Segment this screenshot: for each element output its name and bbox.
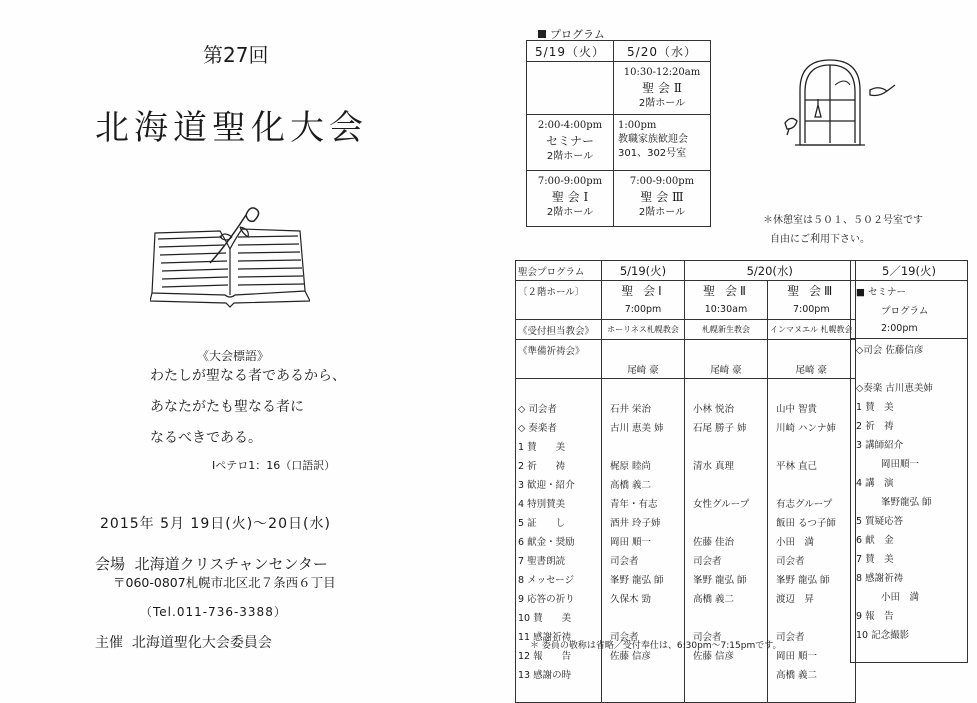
seminar-item: 3 講師紹介 (851, 434, 968, 453)
square-bullet-icon (538, 30, 546, 38)
program-item-person (602, 436, 685, 455)
venue (95, 553, 328, 574)
day1-evening-slot (527, 171, 614, 227)
session-time: 7:00pm (768, 300, 856, 320)
program-item-person: 高橋 義二 (602, 474, 685, 493)
day2-header: 5/20（水） (614, 41, 711, 62)
open-book-rose-illustration (150, 203, 310, 318)
program-item-person (685, 436, 768, 455)
program-item-person: 清水 真理 (685, 455, 768, 474)
prayer-leader: 尾崎 豪 (685, 359, 768, 379)
organizer (95, 632, 272, 652)
program-item-row (516, 417, 856, 436)
worship-program-table (515, 260, 856, 703)
program-item-person: 女性グループ (685, 493, 768, 512)
program-item-person: 梶原 睦尚 (602, 455, 685, 474)
program-item-person: 佐藤 信彦 (602, 645, 685, 664)
slot-name: 教職家族歓迎会 (618, 134, 688, 145)
program-item-label: ◇ 奏楽者 (516, 417, 602, 436)
seminar-item: 2 祈 祷 (851, 415, 968, 434)
motto-scripture-source: Iペテロ1：16（口語訳） (212, 459, 336, 472)
program-item-label: 11 感謝祈祷 (516, 626, 602, 645)
day1-header: 5/19（火） (527, 41, 614, 62)
venue-address: 〒060-0807札幌市北区北７条西６丁目 (113, 575, 336, 590)
organizer-label: 主催 (95, 635, 123, 651)
program-item-person: 司会者 (602, 550, 685, 569)
program-item-person (602, 607, 685, 626)
seminar-item: 5 質疑応答 (851, 510, 968, 529)
seminar-item: 峯野龍弘 師 (851, 491, 968, 510)
program-item-person: 山中 智貴 (768, 398, 856, 417)
program-item-row (516, 531, 856, 550)
program-item-person: 平林 直己 (768, 455, 856, 474)
program-item-row (516, 588, 856, 607)
event-date: 2015年 5月 19日(火)～20日(水) (100, 516, 331, 532)
seminar-title: ■ セミナー (851, 281, 968, 301)
program-item-row (516, 436, 856, 455)
slot-place: 2階ホール (546, 206, 594, 218)
program-item-row (516, 550, 856, 569)
program-item-row (516, 607, 856, 626)
program-item-label: 8 メッセージ (516, 569, 602, 588)
program-item-label: 7 聖書朗読 (516, 550, 602, 569)
program-item-person (685, 474, 768, 493)
seminar-item: 10 記念撮影 (851, 624, 968, 643)
seminar-item: 6 献 金 (851, 529, 968, 548)
prayer-leader: 尾崎 豪 (768, 359, 856, 379)
lounge-note: 自由にご利用下さい。 (770, 234, 870, 245)
program-item-row (516, 569, 856, 588)
program-item-person: 峯野 龍弘 師 (602, 569, 685, 588)
motto-line: なるべきである。 (150, 430, 262, 446)
seminar-item: 小田 満 (851, 586, 968, 605)
program-schedule-grid (526, 40, 711, 227)
program-item-label: ◇ 司会者 (516, 398, 602, 417)
session-name: 聖 会Ⅰ (602, 281, 685, 301)
program-item-person: 岡田 順一 (602, 531, 685, 550)
seminar-items (851, 339, 968, 644)
program-item-label: 13 感謝の時 (516, 664, 602, 683)
day2-afternoon-slot (614, 115, 711, 171)
program-item-person (768, 436, 856, 455)
reception-church: インマヌエル 札幌教会 (768, 320, 856, 340)
day1-morning-slot (527, 62, 614, 115)
seminar-subtitle: プログラム (851, 300, 968, 319)
program-item-row (516, 455, 856, 474)
program-item-label: 1 賛 美 (516, 436, 602, 455)
motto-heading: 《大会標語》 (197, 349, 270, 363)
program-item-person: 酒井 玲子姉 (602, 512, 685, 531)
venue-label: 会場 (95, 555, 126, 573)
program-item-person: 古川 恵美 姉 (602, 417, 685, 436)
program-item-label: 5 証 し (516, 512, 602, 531)
edition-number: 第27回 (203, 43, 269, 67)
seminar-item: 9 報 告 (851, 605, 968, 624)
slot-time: 1:00pm (618, 120, 657, 131)
motto-line: あなたがたも聖なる者に (150, 399, 304, 415)
date-header-1: 5/19(火) (602, 261, 685, 281)
venue-telephone: （Tel.011-736-3388） (140, 605, 287, 619)
slot-time: 7:00-9:00pm (629, 176, 695, 187)
program-item-person: 石尾 勝子 姉 (685, 417, 768, 436)
program-item-label: 12 報 告 (516, 645, 602, 664)
slot-name: セミナー (545, 134, 594, 148)
organizer-name: 北海道聖化大会委員会 (131, 635, 272, 651)
seminar-program-table (850, 260, 968, 663)
slot-time: 7:00-9:00pm (537, 176, 603, 187)
program-item-person: 司会者 (685, 550, 768, 569)
seminar-item: 4 講 演 (851, 472, 968, 491)
program-item-person: 高橋 義二 (685, 588, 768, 607)
program-item-person: 久保木 勁 (602, 588, 685, 607)
motto-line: わたしが聖なる者であるから、 (150, 368, 346, 384)
prayer-leader: 尾崎 豪 (602, 359, 685, 379)
day1-afternoon-slot (527, 115, 614, 171)
venue-name: 北海道クリスチャンセンター (134, 555, 328, 573)
seminar-item: ◇司会 佐藤信彦 (851, 339, 968, 359)
program-item-row (516, 664, 856, 683)
label-program: 聖会プログラム (516, 261, 602, 281)
program-item-person: 小林 悦治 (685, 398, 768, 417)
program-item-row (516, 512, 856, 531)
session-name: 聖 会Ⅱ (685, 281, 768, 301)
program-item-person: 渡辺 昇 (768, 588, 856, 607)
day2-evening-slot (614, 171, 711, 227)
slot-name: 聖 会 Ⅱ (642, 81, 682, 95)
seminar-time: 2:00pm (851, 319, 968, 339)
program-item-person (768, 474, 856, 493)
day2-morning-slot (614, 62, 711, 115)
label-hall: 〔２階ホール〕 (516, 281, 602, 301)
program-item-person (685, 607, 768, 626)
slot-place: 301、302号室 (618, 148, 687, 159)
seminar-item: 8 感謝祈祷 (851, 567, 968, 586)
slot-place: 2階ホール (638, 97, 686, 109)
program-item-person (768, 607, 856, 626)
label-reception-church: 《受付担当教会》 (516, 320, 602, 340)
program-item-row (516, 474, 856, 493)
program-heading: プログラム (538, 26, 605, 42)
slot-place: 2階ホール (638, 206, 686, 218)
program-item-person: 高橋 義二 (768, 664, 856, 683)
lounge-note: ＊休憩室は５０１、５０２号室です (763, 215, 923, 226)
slot-time: 2:00-4:00pm (537, 120, 603, 131)
program-item-person: 佐藤 佳治 (685, 531, 768, 550)
reception-church: 札幌新生教会 (685, 320, 768, 340)
program-item-person: 石井 栄治 (602, 398, 685, 417)
slot-place: 2階ホール (546, 150, 594, 162)
session-time: 7:00pm (602, 300, 685, 320)
date-header-2: 5/20(水) (685, 261, 856, 281)
program-item-person (685, 512, 768, 531)
seminar-date: 5／19(火) (851, 261, 968, 281)
program-item-person: 司会者 (602, 626, 685, 645)
window-birds-illustration (775, 55, 900, 150)
program-item-label: 3 歓迎・紹介 (516, 474, 602, 493)
program-item-person: 有志グループ (768, 493, 856, 512)
seminar-item (851, 358, 968, 377)
program-item-person: 峯野 龍弘 師 (685, 569, 768, 588)
session-name: 聖 会Ⅲ (768, 281, 856, 301)
program-item-row (516, 398, 856, 417)
program-item-person: 川崎 ハンナ姉 (768, 417, 856, 436)
program-item-label: 10 賛 美 (516, 607, 602, 626)
slot-time: 10:30-12:20am (623, 67, 701, 78)
program-item-label: 6 献金・奨励 (516, 531, 602, 550)
label-prayer-meeting: 《準備祈祷会》 (516, 340, 602, 360)
seminar-item: 1 賛 美 (851, 396, 968, 415)
program-item-person: 岡田 順一 (768, 645, 856, 664)
program-item-person: 佐藤 信彦 (685, 645, 768, 664)
seminar-item: 岡田順一 (851, 453, 968, 472)
program-item-row (516, 493, 856, 512)
program-item-person: 峯野 龍弘 師 (768, 569, 856, 588)
program-item-person: 青年・有志 (602, 493, 685, 512)
slot-name: 聖 会 Ⅰ (551, 190, 589, 204)
session-time: 10:30am (685, 300, 768, 320)
footnote: ＊ 委員の敬称は省略／受付奉仕は、6:30pm～7:15pmです。 (530, 641, 782, 651)
program-item-label: 9 応答の祈り (516, 588, 602, 607)
slot-name: 聖 会 Ⅲ (640, 190, 684, 204)
seminar-item: 7 賛 美 (851, 548, 968, 567)
program-item-person: 司会者 (685, 626, 768, 645)
program-item-person: 小田 満 (768, 531, 856, 550)
program-item-person (602, 664, 685, 683)
program-item-label: 2 祈 祷 (516, 455, 602, 474)
program-item-label: 4 特別賛美 (516, 493, 602, 512)
conference-title: 北海道聖化大会 (95, 108, 368, 148)
program-item-person: 司会者 (768, 626, 856, 645)
program-item-person: 飯田 るつ子師 (768, 512, 856, 531)
reception-church: ホーリネス札幌教会 (602, 320, 685, 340)
program-item-person (685, 664, 768, 683)
seminar-item: ◇奏楽 古川恵美姉 (851, 377, 968, 396)
program-item-person: 司会者 (768, 550, 856, 569)
